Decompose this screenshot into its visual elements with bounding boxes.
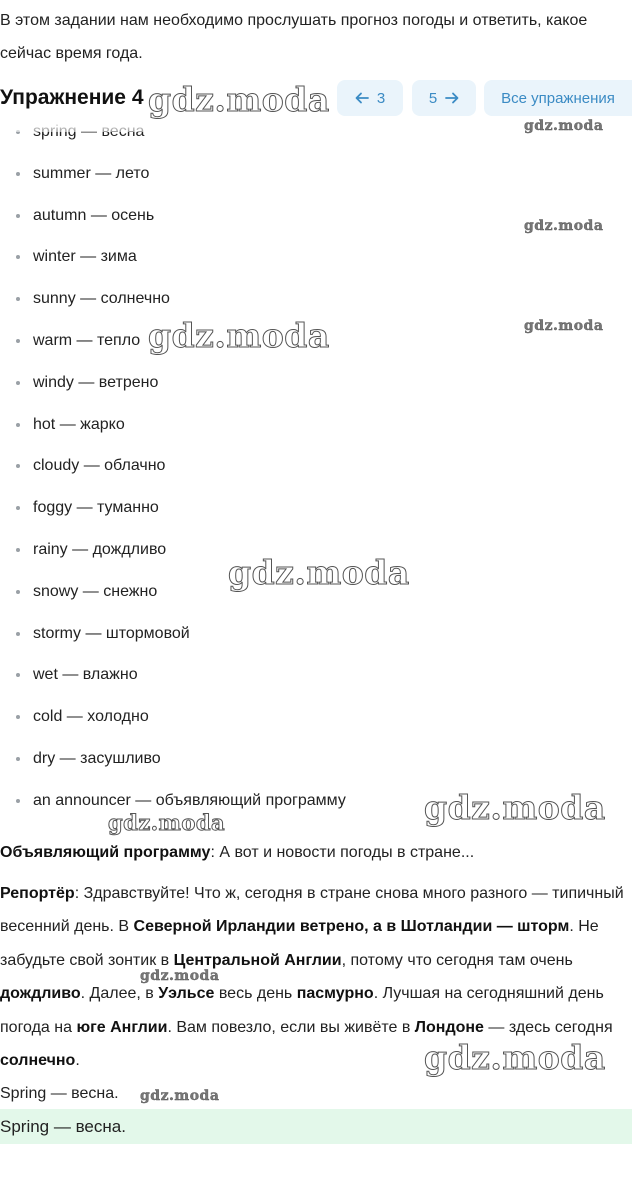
previous-exercise-label: 3	[376, 89, 386, 107]
watermark: gdz.moda	[148, 80, 330, 119]
vocab-text: cold — холодно	[33, 708, 149, 726]
highlight-text: юге Англии	[76, 1018, 168, 1036]
bullet-icon	[16, 590, 20, 594]
vocab-text: rainy — дождливо	[33, 540, 167, 558]
exercise-title: Упражнение 4	[0, 86, 144, 109]
speaker-label: Объявляющий программу	[0, 844, 211, 861]
watermark: gdz.moda	[140, 1088, 220, 1104]
highlight-text: пасмурно	[296, 985, 374, 1003]
list-item	[0, 404, 632, 446]
watermark: gdz.moda	[424, 788, 606, 827]
answer-block: Spring — весна.	[0, 1109, 632, 1144]
bullet-icon	[16, 757, 20, 761]
conclusion-text: Spring — весна.	[0, 1085, 119, 1102]
bullet-icon	[16, 464, 20, 468]
watermark: gdz.moda	[424, 1038, 606, 1077]
bullet-icon	[16, 214, 20, 218]
list-item	[0, 278, 632, 320]
all-exercises-button[interactable]: Все упражнения	[484, 80, 632, 116]
vocab-text: hot — жарко	[33, 415, 125, 433]
list-item	[0, 153, 632, 195]
highlight-text: Уэльсе	[158, 985, 215, 1003]
reporter-text: — здесь сегодня	[483, 1018, 613, 1036]
list-item	[0, 487, 632, 529]
watermark: gdz.moda	[524, 318, 604, 334]
vocab-text: stormy — штормовой	[33, 624, 190, 642]
vocab-text: cloudy — облачно	[33, 457, 166, 475]
reporter-text: . Далее, в	[80, 985, 159, 1003]
announcer-text: : А вот и новости погоды в стране...	[210, 844, 475, 861]
bullet-icon	[16, 673, 20, 677]
highlight-text: Лондоне	[414, 1018, 484, 1036]
watermark: gdz.moda	[140, 968, 220, 984]
bullet-icon	[16, 632, 20, 636]
bullet-icon	[16, 506, 20, 510]
reporter-text: .	[75, 1052, 80, 1070]
announcer-paragraph	[0, 836, 632, 869]
list-item	[0, 445, 632, 487]
watermark: gdz.moda	[228, 553, 410, 592]
list-item	[0, 362, 632, 404]
speaker-label: Репортёр	[0, 885, 75, 902]
next-exercise-label: 5	[428, 89, 438, 107]
watermark: gdz.moda	[524, 218, 604, 234]
vocab-text: an announcer — объявляющий программу	[33, 791, 346, 809]
bullet-icon	[16, 297, 20, 301]
vocab-text: windy — ветрено	[33, 373, 159, 391]
vocab-text: dry — засушливо	[33, 749, 161, 767]
list-item	[0, 738, 632, 780]
highlight-text: Центральной Англии	[173, 951, 342, 969]
arrow-right-icon	[445, 91, 459, 105]
bullet-icon	[16, 255, 20, 259]
list-item	[0, 696, 632, 738]
vocab-text: summer — лето	[33, 164, 150, 182]
reporter-text: весь день	[214, 985, 297, 1003]
bullet-icon	[16, 381, 20, 385]
list-item	[0, 236, 632, 278]
bullet-icon	[16, 548, 20, 552]
vocab-text: snowy — снежно	[33, 582, 158, 600]
reporter-text: . Не забудьте свой зонтик в	[0, 918, 599, 969]
arrow-left-icon	[355, 91, 369, 105]
bullet-icon	[16, 172, 20, 176]
vocab-text: sunny — солнечно	[33, 290, 170, 308]
vocab-text: warm — тепло	[33, 331, 141, 349]
vocab-text: wet — влажно	[33, 666, 138, 684]
highlight-text: солнечно	[0, 1052, 76, 1070]
highlight-text: дождливо	[0, 985, 81, 1003]
watermark: gdz.moda	[108, 810, 226, 835]
bullet-icon	[16, 799, 20, 803]
vocab-text: autumn — осень	[33, 206, 155, 224]
reporter-text: . Лучшая на сегодняшний день погода на	[0, 985, 604, 1036]
watermark: gdz.moda	[148, 316, 330, 355]
reporter-text: : Здравствуйте! Что ж, сегодня в стране снова много разного — типичный весенний день. В	[0, 885, 624, 936]
vocab-text: winter — зима	[33, 248, 137, 266]
intro-text: В этом задании нам необходимо прослушать прогноз погоды и ответить, какое сейчас время года.	[0, 12, 588, 62]
bullet-icon	[16, 715, 20, 719]
vocab-text: foggy — туманно	[33, 499, 159, 517]
reporter-text: . Вам повезло, если вы живёте в	[167, 1018, 415, 1036]
watermark: gdz.moda	[524, 118, 604, 134]
bullet-icon	[16, 423, 20, 427]
reporter-text: , потому что сегодня там очень	[341, 951, 573, 969]
bullet-icon	[16, 339, 20, 343]
list-item	[0, 654, 632, 696]
list-item	[0, 613, 632, 655]
highlight-text: Северной Ирландии ветрено, а в Шотландии — шторм	[133, 918, 570, 936]
